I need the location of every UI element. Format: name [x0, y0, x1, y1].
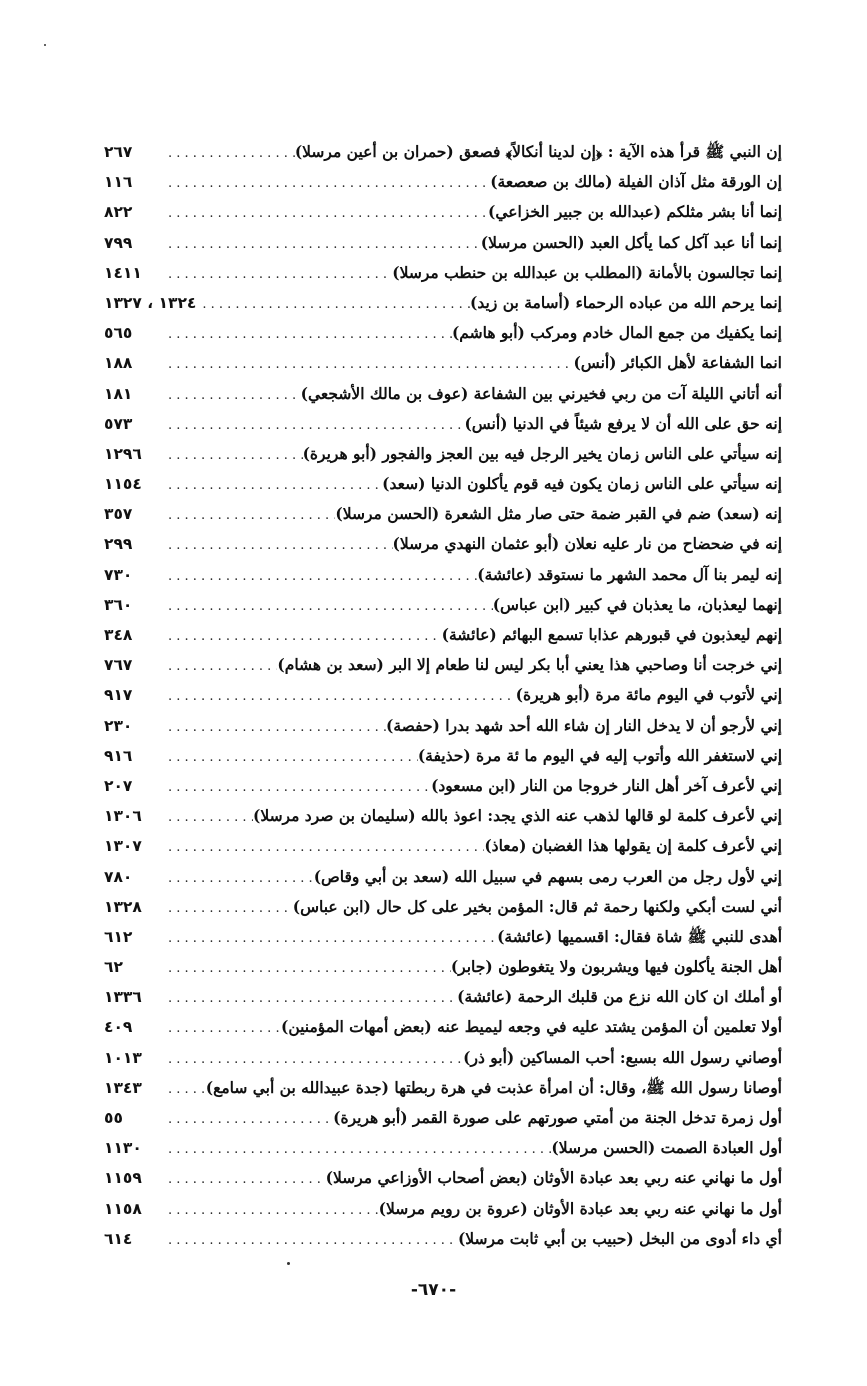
dot-leader — [162, 652, 277, 680]
entry-text: إني لاستغفر الله وأتوب إليه في اليوم ما ئة مرة (حذيفة) — [417, 745, 782, 765]
index-entry — [104, 228, 782, 258]
entry-page-ref: ١٢٩٦ — [104, 444, 142, 463]
dot-leader — [162, 864, 314, 892]
entry-text: إني لأول رجل من العرب رمى بسهم في سبيل الله (سعد بن أبي وقاص) — [313, 866, 782, 886]
index-entry — [104, 1043, 782, 1073]
dot-leader — [162, 1075, 206, 1103]
entry-page-ref: ١٠١٣ — [104, 1048, 142, 1067]
entry-page-ref: ٧٨٠ — [104, 867, 133, 886]
entry-text: إنه (سعد) ضم في القبر ضمة حتى صار مثل الشعرة (الحسن مرسلا) — [335, 504, 782, 524]
dot-leader — [162, 1045, 463, 1073]
dot-leader — [162, 441, 303, 469]
entry-text: إنه حق على الله أن لا يرفع شيئاً في الدنيا (أنس) — [464, 413, 782, 433]
entry-page-ref: ١٣٠٦ — [104, 807, 142, 826]
entry-text: أولا تعلمين أن المؤمن يشتد عليه في وجعه ليميط عنه (بعض أمهات المؤمنين) — [281, 1017, 782, 1037]
index-entry — [104, 982, 782, 1012]
dot-leader — [162, 592, 493, 620]
entry-text: إنهما ليعذبان، ما يعذبان في كبير (ابن عباس) — [492, 594, 782, 614]
index-entry — [104, 1073, 782, 1103]
entry-page-ref: ٩١٦ — [104, 746, 133, 765]
entry-text: إني خرجت أنا وصاحبي هذا يعني أبا بكر ليس لنا طعام إلا البر (سعد بن هشام) — [277, 655, 782, 675]
index-entry — [104, 409, 782, 439]
entry-text: إني لأتوب في اليوم مائة مرة (أبو هريرة) — [515, 685, 782, 705]
entry-text: أول العبادة الصمت (الحسن مرسلا) — [551, 1138, 782, 1158]
entry-page-ref: ١١٥٤ — [104, 475, 142, 494]
entry-text: أو أملك ان كان الله نزع من قلبك الرحمة (عائشة) — [457, 987, 782, 1007]
index-entry — [104, 741, 782, 771]
entry-text: أي داء أدوى من البخل (حبيب بن أبي ثابت مرسلا) — [457, 1228, 782, 1248]
index-entry — [104, 1133, 782, 1163]
dot-leader — [162, 894, 293, 922]
entry-page-ref: ٢٩٩ — [104, 535, 133, 554]
index-entry — [104, 922, 782, 952]
dot-leader — [162, 1014, 281, 1042]
entry-text: إنه سيأتي على الناس زمان يكون فيه قوم يأكلون الدنيا (سعد) — [382, 474, 782, 494]
entry-text: إنه سيأتي على الناس زمان يخير الرجل فيه بين العجز والفجور (أبو هريرة) — [302, 443, 782, 463]
index-entry — [104, 167, 782, 197]
index-entry — [104, 1224, 782, 1254]
entry-page-ref: ٧٦٧ — [104, 656, 133, 675]
entry-page-ref: ٦٢ — [104, 958, 123, 977]
index-entry — [104, 711, 782, 741]
index-entry — [104, 318, 782, 348]
entry-page-ref: ٦١٤ — [104, 1229, 133, 1248]
index-entry — [104, 590, 782, 620]
entry-page-ref: ٣٥٧ — [104, 505, 133, 524]
entry-page-ref: ١١٥٨ — [104, 1199, 142, 1218]
dot-leader — [162, 1226, 458, 1254]
dot-leader — [162, 803, 253, 831]
ink-speck — [44, 44, 46, 46]
entry-text: إنهم ليعذبون في قبورهم عذابا تسمع البهائم (عائشة) — [441, 625, 782, 644]
entry-page-ref: ٣٤٨ — [104, 626, 133, 644]
dot-leader — [162, 622, 442, 650]
page-number: -٦٧٠- — [410, 1280, 457, 1300]
index-entry — [104, 379, 782, 409]
dot-leader — [196, 290, 470, 318]
index-entry — [104, 801, 782, 831]
index-entry — [104, 1163, 782, 1193]
dot-leader — [162, 501, 335, 529]
index-entry — [104, 1194, 782, 1224]
dot-leader — [162, 169, 490, 197]
dot-leader — [162, 1135, 551, 1163]
entry-page-ref: ١١٥٩ — [104, 1169, 142, 1188]
entry-page-ref: ٦١٢ — [104, 927, 133, 946]
dot-leader — [162, 531, 393, 559]
entry-page-ref: ٩١٧ — [104, 686, 133, 705]
dot-leader — [162, 562, 477, 590]
entry-page-ref: ٧٣٠ — [104, 565, 133, 584]
entry-page-ref: ٥٦٥ — [104, 324, 133, 343]
index-entry — [104, 348, 782, 378]
entry-page-ref: ١٣٠٧ — [104, 837, 142, 856]
index-entry — [104, 258, 782, 288]
entry-page-ref: ١٣٢٨ — [104, 897, 142, 916]
dot-leader — [162, 471, 382, 499]
entry-page-ref: ١٣٤٣ — [104, 1078, 142, 1097]
dot-leader — [162, 230, 481, 258]
dot-leader — [162, 260, 392, 288]
dot-leader — [162, 381, 301, 409]
index-entry — [104, 831, 782, 861]
entry-text: أوصاني رسول الله بسبع: أحب المساكين (أبو ذر) — [463, 1047, 782, 1067]
entry-page-ref: ١١٣٠ — [104, 1139, 142, 1158]
entry-text: أول ما نهاني عنه ربي بعد عبادة الأوثان (عروة بن رويم مرسلا) — [378, 1198, 782, 1218]
entry-page-ref: ١١٦ — [104, 173, 133, 192]
entry-page-ref: ١٣٣٦ — [104, 988, 142, 1007]
entry-text: إنما يكفيك من جمع المال خادم ومركب (أبو هاشم) — [451, 323, 782, 343]
entry-page-ref: ٢٠٧ — [104, 776, 133, 795]
dot-leader — [162, 199, 488, 227]
dot-leader — [162, 682, 516, 710]
dot-leader — [162, 984, 457, 1012]
entry-text: أهل الجنة يأكلون فيها ويشربون ولا يتغوطون (جابر) — [450, 957, 782, 977]
entry-page-ref: ١٨١ — [104, 384, 133, 403]
entry-page-ref: ٢٦٧ — [104, 143, 133, 161]
dot-leader — [162, 773, 431, 801]
index-entry — [104, 469, 782, 499]
entry-text: أول ما نهاني عنه ربي بعد عبادة الأوثان (بعض أصحاب الأوزاعي مرسلا) — [325, 1168, 782, 1188]
entry-page-ref: ٨٢٢ — [104, 203, 133, 222]
dot-leader — [162, 320, 452, 348]
entry-text: انما الشفاعة لأهل الكبائر (أنس) — [573, 353, 782, 373]
entry-text: إني لأعرف كلمة إن يقولها هذا الغضبان (معاذ) — [484, 836, 782, 856]
index-entry — [104, 771, 782, 801]
dot-leader — [162, 1196, 379, 1224]
index-entry — [104, 439, 782, 469]
entry-text: إن الورقة مثل آذان الفيلة (مالك بن صعصعة) — [490, 172, 782, 192]
index-entry — [104, 952, 782, 982]
index-entry — [104, 1103, 782, 1133]
dot-leader — [162, 713, 386, 741]
index-entry — [104, 892, 782, 922]
dot-leader — [162, 350, 573, 378]
entry-text: إنما تجالسون بالأمانة (المطلب بن عبدالله بن حنطب مرسلا) — [392, 262, 782, 282]
entry-page-ref: ١٤١١ — [104, 263, 142, 282]
entry-text: إني لأعرف آخر أهل النار خروجا من النار (ابن مسعود) — [431, 775, 782, 795]
entry-text: إنما أنا بشر مثلكم (عبدالله بن جبير الخزاعي) — [488, 202, 782, 222]
ink-speck — [287, 1262, 290, 1265]
dot-leader — [162, 139, 295, 167]
entry-text: أول زمرة تدخل الجنة من أمتي صورتهم على صورة القمر (أبو هريرة) — [333, 1108, 782, 1127]
entry-text: أهدى للنبي ﷺ شاة فقال: اقسميها (عائشة) — [497, 926, 782, 946]
entry-text: إنما أنا عبد آكل كما يأكل العبد (الحسن مرسلا) — [480, 232, 782, 252]
index-entry — [104, 620, 782, 650]
entry-text: إنه ليمر بنا آل محمد الشهر ما نستوقد (عائشة) — [477, 564, 782, 584]
index-entry — [104, 499, 782, 529]
dot-leader — [162, 411, 464, 439]
dot-leader — [162, 1105, 333, 1133]
index-entry — [104, 862, 782, 892]
entry-text: أني لست أبكي ولكنها رحمة ثم قال: المؤمن بخير على كل حال (ابن عباس) — [292, 896, 782, 916]
entry-page-ref: ١٣٢٤ ، ١٣٢٧ — [104, 293, 197, 312]
entry-text: أنه أتاني الليلة آت من ربي فخيرني بين الشفاعة (عوف بن مالك الأشجعي) — [300, 383, 782, 403]
index-entry — [104, 197, 782, 227]
entry-page-ref: ٤٠٩ — [104, 1018, 133, 1037]
index-entry — [104, 680, 782, 710]
index-entry — [104, 1012, 782, 1042]
index-entry — [104, 137, 782, 167]
index-entry — [104, 529, 782, 559]
dot-leader — [162, 833, 484, 861]
entry-text: أوصانا رسول الله ﷺ، وقال: أن امرأة عذبت في هرة ربطتها (جدة عبيدالله بن أبي سامع) — [205, 1077, 782, 1097]
entry-page-ref: ٧٩٩ — [104, 233, 133, 252]
entry-page-ref: ٢٣٠ — [104, 716, 133, 735]
entry-text: إني لأعرف كلمة لو قالها لذهب عنه الذي يجد: اعوذ بالله (سليمان بن صرد مرسلا) — [252, 806, 782, 826]
dot-leader — [162, 743, 418, 771]
hadith-index-list — [104, 137, 782, 1254]
dot-leader — [162, 924, 497, 952]
entry-page-ref: ٥٥ — [104, 1109, 123, 1127]
entry-page-ref: ٥٧٣ — [104, 414, 133, 433]
entry-text: إنه في ضحضاح من نار عليه نعلان (أبو عثمان النهدي مرسلا) — [392, 534, 782, 554]
entry-text: إن النبي ﷺ قرأ هذه الآية : ﴿إن لدينا أنكالاً﴾ فصعق (حمران بن أعين مرسلا) — [294, 142, 782, 161]
entry-page-ref: ١٨٨ — [104, 354, 133, 373]
index-entry — [104, 560, 782, 590]
entry-page-ref: ٣٦٠ — [104, 595, 133, 614]
entry-text: إني لأرجو أن لا يدخل النار إن شاء الله أحد شهد بدرا (حفصة) — [386, 715, 782, 735]
dot-leader — [162, 1165, 326, 1193]
index-entry — [104, 288, 782, 318]
entry-text: إنما يرحم الله من عباده الرحماء (أسامة بن زيد) — [470, 292, 782, 312]
index-entry — [104, 650, 782, 680]
dot-leader — [162, 954, 451, 982]
